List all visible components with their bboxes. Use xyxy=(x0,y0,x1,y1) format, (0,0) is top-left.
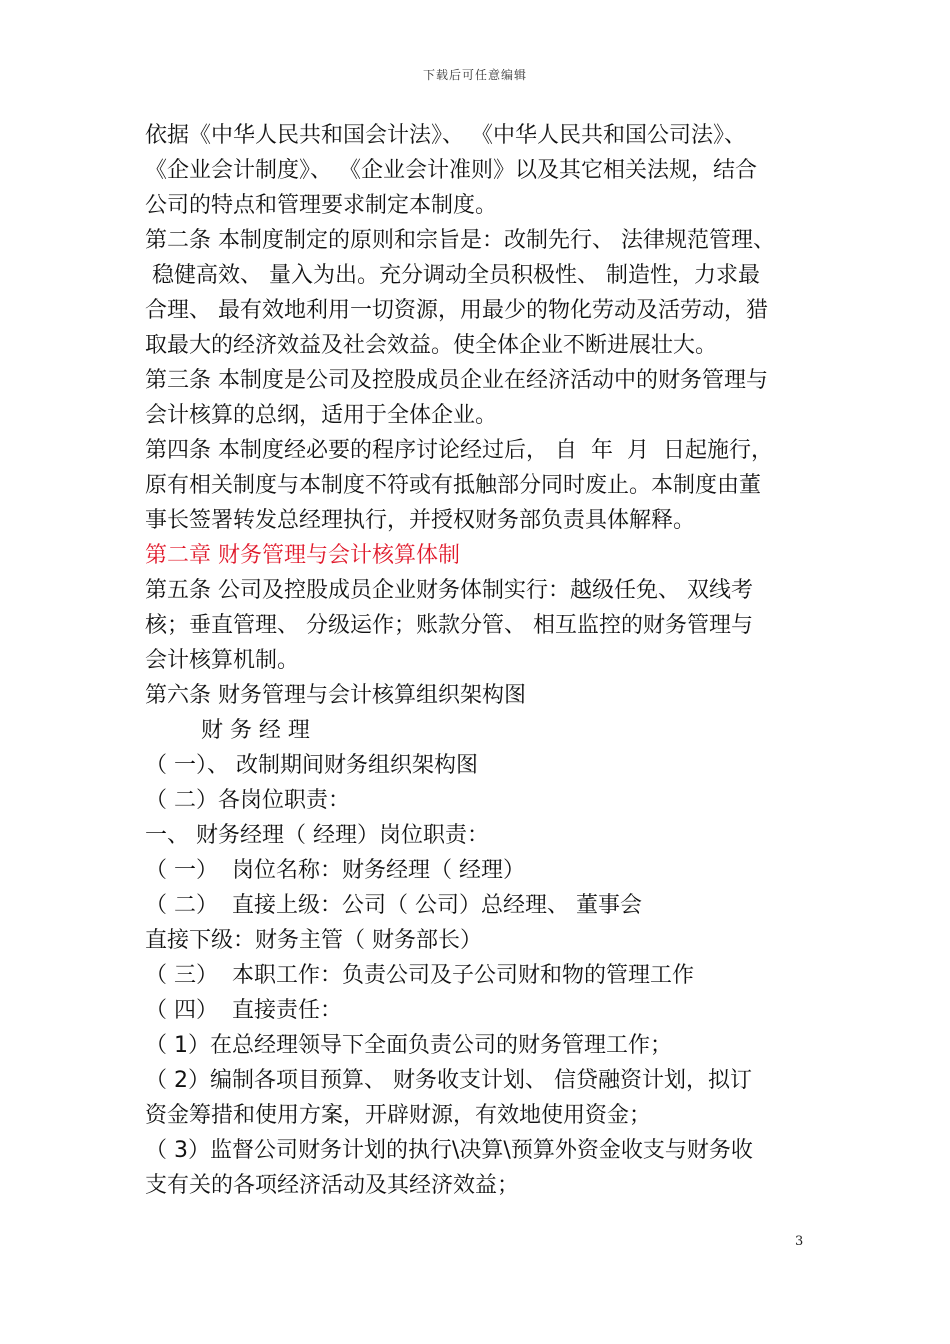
paragraph-line: （ 一）、 改制期间财务组织架构图 xyxy=(145,753,478,778)
page-number: 3 xyxy=(795,1234,804,1249)
paragraph-line: 直接下级：财务主管（ 财务部长） xyxy=(145,928,482,953)
paragraph-line: （ 二）各岗位职责： xyxy=(145,788,350,813)
article-4-line: 第四条 本制度经必要的程序讨论经过后， 自 年 月 日起施行， xyxy=(145,438,773,463)
paragraph-line: 合理、 最有效地利用一切资源，用最少的物化劳动及活劳动，猎 xyxy=(145,298,768,323)
chapter-2-heading: 第二章 财务管理与会计核算体制 xyxy=(145,543,460,568)
article-3-line: 第三条 本制度是公司及控股成员企业在经济活动中的财务管理与 xyxy=(145,368,768,393)
paragraph-line: （ 三） 本职工作：负责公司及子公司财和物的管理工作 xyxy=(145,963,694,988)
org-chart-label: 财 务 经 理 xyxy=(145,718,310,743)
paragraph-line: 支有关的各项经济活动及其经济效益； xyxy=(145,1173,520,1198)
paragraph-line: （ 一） 岗位名称：财务经理（ 经理） xyxy=(145,858,525,883)
paragraph-line: （ 四） 直接责任： xyxy=(145,998,342,1023)
paragraph-line: 稳健高效、 量入为出。充分调动全员积极性、 制造性，力求最 xyxy=(145,263,760,288)
paragraph-line: 取最大的经济效益及社会效益。使全体企业不断进展壮大。 xyxy=(145,333,718,358)
paragraph-line: 资金筹措和使用方案，开辟财源，有效地使用资金； xyxy=(145,1103,652,1128)
paragraph-line: 依据《中华人民共和国会计法》、 《中华人民共和国公司法》、 xyxy=(145,123,746,148)
paragraph-line: 事长签署转发总经理执行，并授权财务部负责具体解释。 xyxy=(145,508,696,533)
paragraph-line: 会计核算机制。 xyxy=(145,648,300,673)
paragraph-line: 《企业会计制度》、 《企业会计准则》以及其它相关法规，结合 xyxy=(145,158,757,183)
paragraph-line: （ 3）监督公司财务计划的执行\决算\预算外资金收支与财务收 xyxy=(145,1138,753,1163)
paragraph-line: （ 1）在总经理领导下全面负责公司的财务管理工作； xyxy=(145,1033,672,1058)
paragraph-line: （ 2）编制各项目预算、 财务收支计划、 信贷融资计划，拟订 xyxy=(145,1068,752,1093)
article-6-line: 第六条 财务管理与会计核算组织架构图 xyxy=(145,683,526,708)
paragraph-line: 原有相关制度与本制度不符或有抵触部分同时废止。本制度由董 xyxy=(145,473,762,498)
page-header: 下载后可任意编辑 xyxy=(422,68,527,82)
document-body xyxy=(145,118,810,1203)
article-2-line: 第二条 本制度制定的原则和宗旨是：改制先行、 法律规范管理、 xyxy=(145,228,775,253)
article-5-line: 第五条 公司及控股成员企业财务体制实行：越级任免、 双线考 xyxy=(145,578,753,603)
paragraph-line: 一、 财务经理（ 经理）岗位职责： xyxy=(145,823,489,848)
paragraph-line: 公司的特点和管理要求制定本制度。 xyxy=(145,193,498,218)
paragraph-line: 核；垂直管理、 分级运作；账款分管、 相互监控的财务管理与 xyxy=(145,613,753,638)
paragraph-line: 会计核算的总纲，适用于全体企业。 xyxy=(145,403,498,428)
paragraph-line: （ 二） 直接上级：公司（ 公司）总经理、 董事会 xyxy=(145,893,642,918)
